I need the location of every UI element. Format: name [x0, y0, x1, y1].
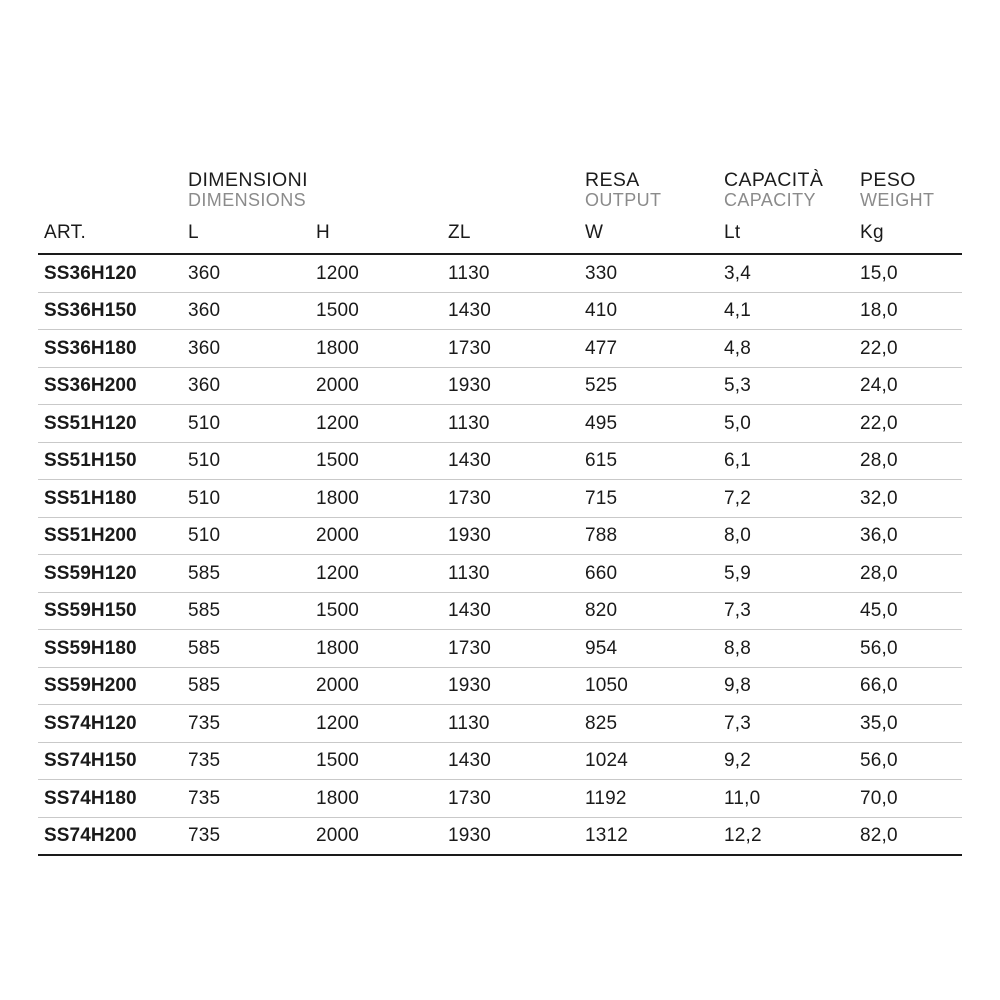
- cell-art: SS36H200: [38, 367, 181, 405]
- group-header-capacity-it: CAPACITÀ: [724, 169, 824, 191]
- group-header-row: [38, 170, 962, 220]
- specification-table: [38, 170, 962, 856]
- table-row: [38, 555, 962, 593]
- cell-h: 1800: [309, 480, 441, 518]
- cell-kg: 56,0: [853, 742, 962, 780]
- cell-art: SS59H200: [38, 667, 181, 705]
- cell-zl: 1430: [441, 442, 578, 480]
- table-row: [38, 442, 962, 480]
- cell-h: 2000: [309, 667, 441, 705]
- cell-lt: 4,8: [717, 330, 853, 368]
- cell-h: 1800: [309, 630, 441, 668]
- cell-l: 360: [181, 330, 309, 368]
- table-body: [38, 254, 962, 855]
- table-row: [38, 705, 962, 743]
- table-row: [38, 817, 962, 855]
- table-row: [38, 292, 962, 330]
- cell-w: 615: [578, 442, 717, 480]
- cell-art: SS51H180: [38, 480, 181, 518]
- cell-zl: 1930: [441, 667, 578, 705]
- cell-l: 585: [181, 555, 309, 593]
- cell-l: 510: [181, 480, 309, 518]
- column-header-h: H: [309, 220, 441, 254]
- cell-lt: 7,3: [717, 592, 853, 630]
- column-header-l: L: [181, 220, 309, 254]
- cell-lt: 8,8: [717, 630, 853, 668]
- cell-l: 735: [181, 817, 309, 855]
- cell-lt: 5,3: [717, 367, 853, 405]
- cell-zl: 1930: [441, 817, 578, 855]
- cell-zl: 1130: [441, 405, 578, 443]
- cell-art: SS59H150: [38, 592, 181, 630]
- cell-l: 360: [181, 292, 309, 330]
- cell-h: 1200: [309, 254, 441, 292]
- table-row: [38, 667, 962, 705]
- cell-w: 1192: [578, 780, 717, 818]
- cell-l: 510: [181, 405, 309, 443]
- cell-lt: 11,0: [717, 780, 853, 818]
- cell-lt: 6,1: [717, 442, 853, 480]
- cell-kg: 32,0: [853, 480, 962, 518]
- cell-lt: 8,0: [717, 517, 853, 555]
- cell-l: 360: [181, 254, 309, 292]
- cell-h: 1200: [309, 555, 441, 593]
- cell-kg: 18,0: [853, 292, 962, 330]
- group-header-output-it: RESA: [585, 169, 640, 191]
- table-row: [38, 517, 962, 555]
- cell-zl: 1730: [441, 780, 578, 818]
- cell-art: SS59H180: [38, 630, 181, 668]
- cell-l: 735: [181, 705, 309, 743]
- cell-zl: 1130: [441, 705, 578, 743]
- cell-zl: 1930: [441, 517, 578, 555]
- cell-zl: 1430: [441, 592, 578, 630]
- cell-zl: 1430: [441, 292, 578, 330]
- cell-zl: 1730: [441, 630, 578, 668]
- table-row: [38, 742, 962, 780]
- cell-art: SS51H200: [38, 517, 181, 555]
- group-header-output: [578, 170, 717, 220]
- column-header-zl: ZL: [441, 220, 578, 254]
- cell-h: 1500: [309, 442, 441, 480]
- cell-h: 1500: [309, 742, 441, 780]
- cell-h: 2000: [309, 367, 441, 405]
- cell-zl: 1130: [441, 254, 578, 292]
- cell-l: 360: [181, 367, 309, 405]
- group-header-empty: [38, 170, 181, 220]
- cell-h: 1800: [309, 780, 441, 818]
- cell-w: 715: [578, 480, 717, 518]
- cell-lt: 9,2: [717, 742, 853, 780]
- table-row: [38, 780, 962, 818]
- cell-zl: 1730: [441, 330, 578, 368]
- cell-w: 788: [578, 517, 717, 555]
- cell-l: 735: [181, 780, 309, 818]
- column-header-lt: Lt: [717, 220, 853, 254]
- cell-w: 820: [578, 592, 717, 630]
- cell-h: 1800: [309, 330, 441, 368]
- cell-kg: 82,0: [853, 817, 962, 855]
- cell-lt: 7,3: [717, 705, 853, 743]
- cell-l: 585: [181, 667, 309, 705]
- group-header-output-en: OUTPUT: [585, 190, 662, 211]
- table-row: [38, 630, 962, 668]
- table-row: [38, 330, 962, 368]
- cell-h: 2000: [309, 517, 441, 555]
- cell-h: 1500: [309, 292, 441, 330]
- cell-lt: 9,8: [717, 667, 853, 705]
- cell-kg: 56,0: [853, 630, 962, 668]
- cell-h: 1200: [309, 705, 441, 743]
- cell-kg: 66,0: [853, 667, 962, 705]
- cell-l: 510: [181, 517, 309, 555]
- cell-w: 1050: [578, 667, 717, 705]
- group-header-dimensions: [181, 170, 578, 220]
- table-row: [38, 367, 962, 405]
- cell-kg: 28,0: [853, 555, 962, 593]
- cell-w: 410: [578, 292, 717, 330]
- cell-kg: 70,0: [853, 780, 962, 818]
- cell-lt: 5,9: [717, 555, 853, 593]
- group-header-capacity-en: CAPACITY: [724, 190, 816, 211]
- cell-art: SS74H120: [38, 705, 181, 743]
- cell-art: SS36H150: [38, 292, 181, 330]
- cell-art: SS36H120: [38, 254, 181, 292]
- cell-zl: 1130: [441, 555, 578, 593]
- cell-h: 1500: [309, 592, 441, 630]
- cell-art: SS51H150: [38, 442, 181, 480]
- cell-l: 510: [181, 442, 309, 480]
- cell-w: 1024: [578, 742, 717, 780]
- cell-kg: 28,0: [853, 442, 962, 480]
- cell-w: 954: [578, 630, 717, 668]
- cell-kg: 36,0: [853, 517, 962, 555]
- cell-art: SS59H120: [38, 555, 181, 593]
- cell-lt: 12,2: [717, 817, 853, 855]
- cell-art: SS74H150: [38, 742, 181, 780]
- table-row: [38, 480, 962, 518]
- cell-l: 585: [181, 592, 309, 630]
- cell-lt: 3,4: [717, 254, 853, 292]
- cell-w: 525: [578, 367, 717, 405]
- cell-art: SS36H180: [38, 330, 181, 368]
- cell-l: 735: [181, 742, 309, 780]
- group-header-weight: [853, 170, 962, 220]
- cell-w: 495: [578, 405, 717, 443]
- group-header-dimensions-en: DIMENSIONS: [188, 190, 307, 211]
- cell-w: 660: [578, 555, 717, 593]
- group-header-weight-it: PESO: [860, 169, 916, 191]
- cell-lt: 7,2: [717, 480, 853, 518]
- group-header-capacity: [717, 170, 853, 220]
- table-row: [38, 592, 962, 630]
- cell-h: 1200: [309, 405, 441, 443]
- cell-zl: 1930: [441, 367, 578, 405]
- cell-kg: 22,0: [853, 405, 962, 443]
- cell-w: 825: [578, 705, 717, 743]
- cell-l: 585: [181, 630, 309, 668]
- table-row: [38, 405, 962, 443]
- cell-w: 330: [578, 254, 717, 292]
- cell-kg: 15,0: [853, 254, 962, 292]
- column-header-row: [38, 220, 962, 254]
- cell-art: SS51H120: [38, 405, 181, 443]
- cell-lt: 5,0: [717, 405, 853, 443]
- group-header-dimensions-it: DIMENSIONI: [188, 169, 308, 191]
- cell-h: 2000: [309, 817, 441, 855]
- cell-zl: 1430: [441, 742, 578, 780]
- column-header-w: W: [578, 220, 717, 254]
- cell-art: SS74H180: [38, 780, 181, 818]
- cell-w: 477: [578, 330, 717, 368]
- cell-kg: 22,0: [853, 330, 962, 368]
- group-header-weight-en: WEIGHT: [860, 190, 935, 211]
- cell-art: SS74H200: [38, 817, 181, 855]
- cell-kg: 45,0: [853, 592, 962, 630]
- column-header-art: ART.: [38, 220, 181, 254]
- cell-lt: 4,1: [717, 292, 853, 330]
- table-row: [38, 254, 962, 292]
- cell-kg: 35,0: [853, 705, 962, 743]
- cell-zl: 1730: [441, 480, 578, 518]
- column-header-kg: Kg: [853, 220, 962, 254]
- cell-kg: 24,0: [853, 367, 962, 405]
- cell-w: 1312: [578, 817, 717, 855]
